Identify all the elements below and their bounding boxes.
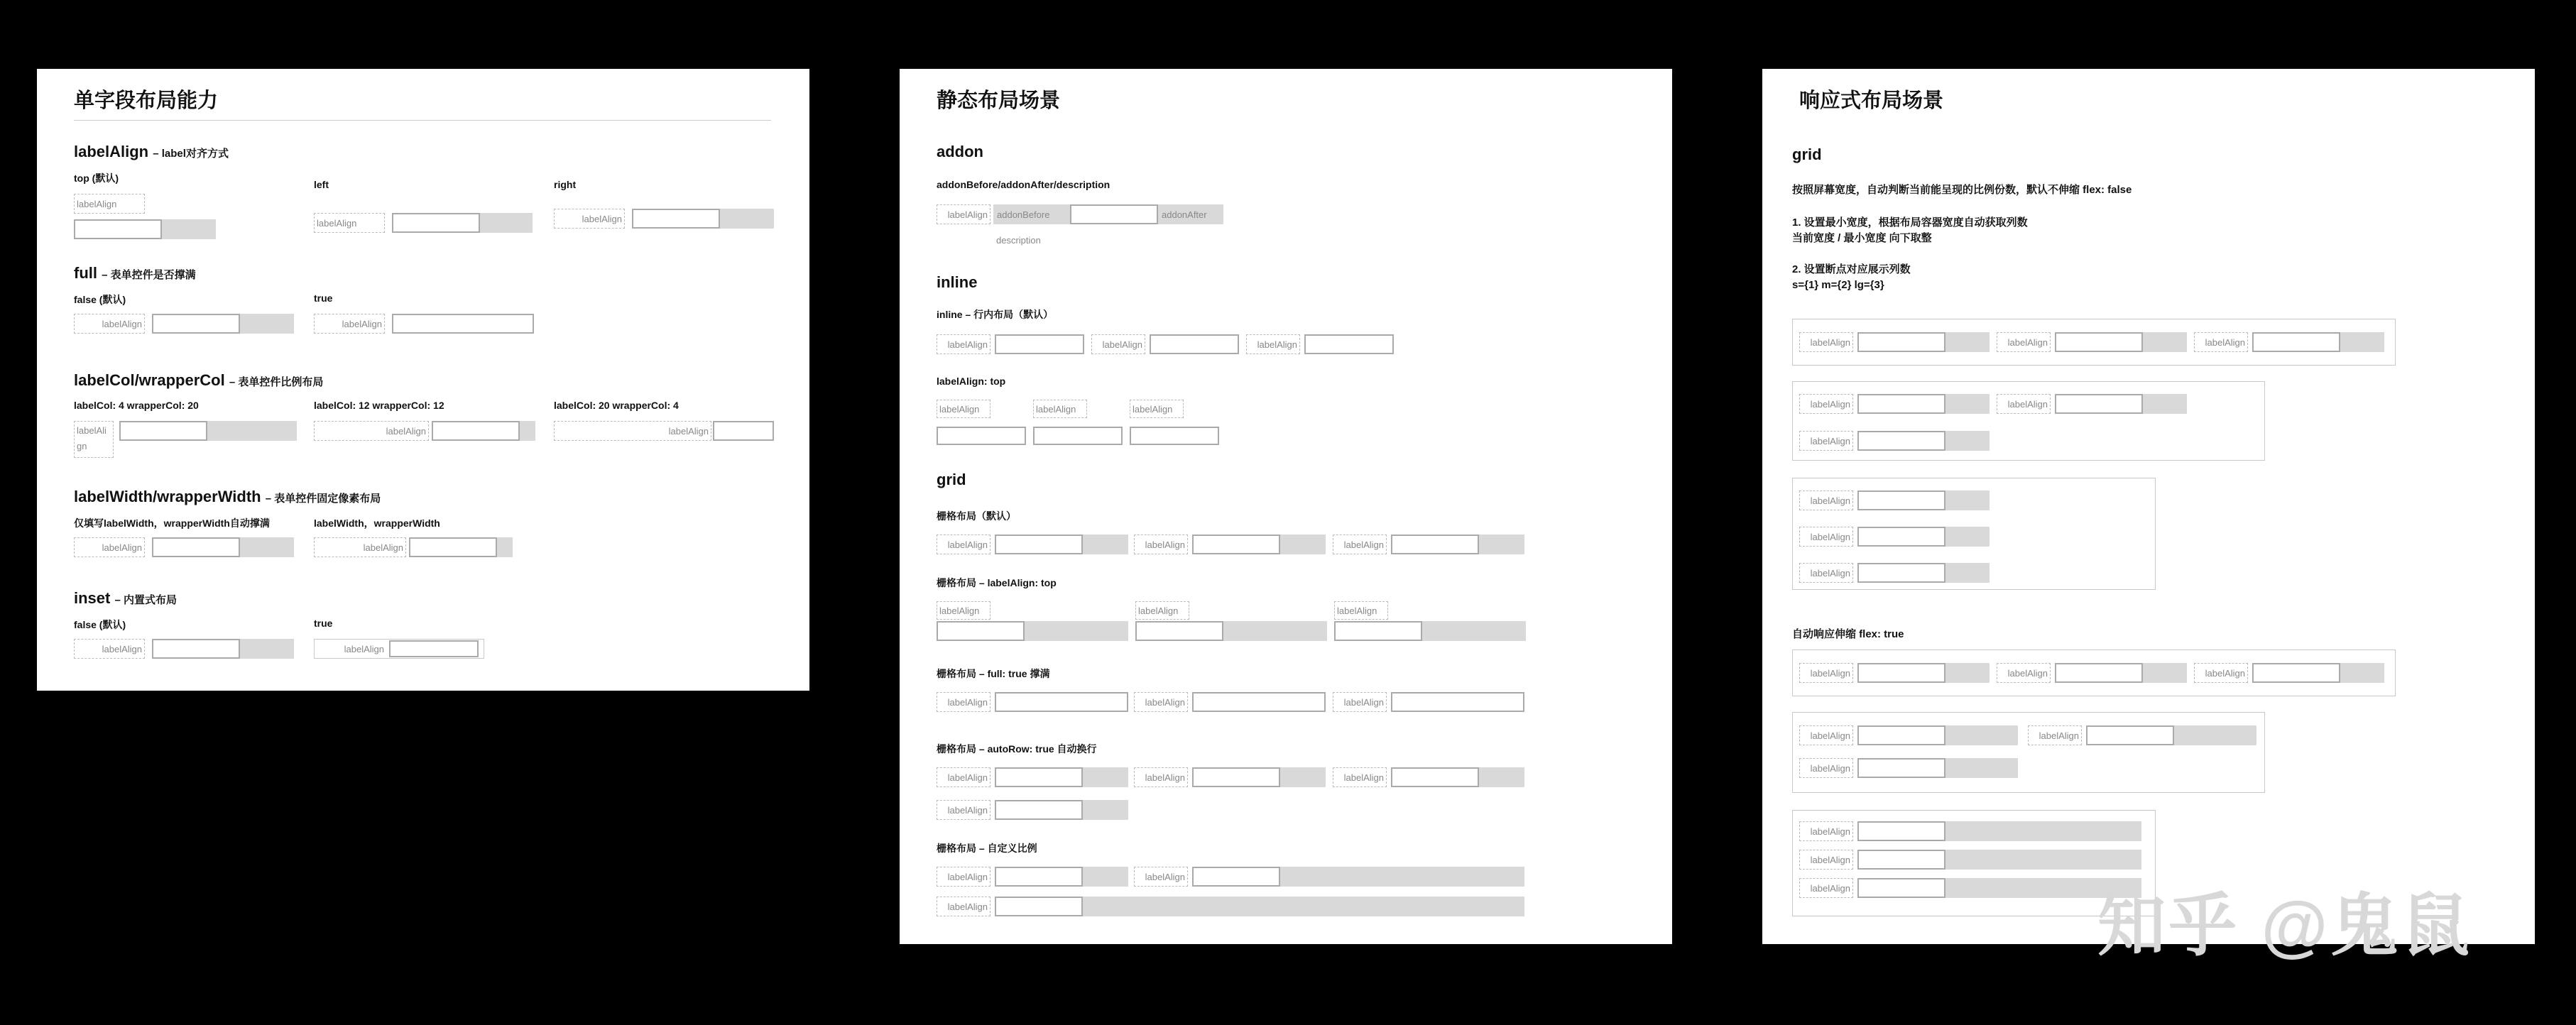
addon-before: addonBefore [993,204,1070,224]
form-control[interactable] [152,314,294,334]
form-label: labelAlign [1799,725,1853,745]
form-label: labelAlign [1333,535,1387,554]
form-label: labelAlign [2194,663,2248,683]
form-control[interactable] [392,314,534,334]
form-label: labelAlign [937,334,990,354]
sub-label-col-1: labelCol: 4 wrapperCol: 20 [74,400,199,411]
sub-label-inline-top: labelAlign: top [937,376,1006,387]
form-control[interactable] [995,867,1128,887]
form-control[interactable] [713,421,774,441]
form-control[interactable] [1857,527,1990,547]
grid-description-1: 按照屏幕宽度，自动判断当前能呈现的比例份数，默认不伸缩 flex: false [1792,184,2132,196]
form-label: labelAlign [1033,400,1087,418]
panel-single-field [37,69,809,691]
grid-description-3: 当前宽度 / 最小宽度 向下取整 [1792,232,1932,244]
form-control[interactable] [1135,621,1327,641]
form-control[interactable] [2252,663,2384,683]
form-control[interactable] [1192,867,1524,887]
form-control[interactable] [995,800,1128,820]
form-control[interactable] [1150,334,1239,354]
form-control[interactable] [1391,692,1524,712]
form-control[interactable] [1334,621,1526,641]
form-control[interactable] [119,421,297,441]
form-label: labelAlign [1799,394,1853,414]
form-label: labelAlign [1334,601,1388,620]
form-label: labelAlign [937,692,990,712]
form-control[interactable] [1857,821,2141,841]
form-control[interactable] [1857,431,1990,451]
section-heading: labelAlign – label对齐方式 [74,143,229,160]
grid-description-2: 1. 设置最小宽度，根据布局容器宽度自动获取列数 [1792,216,2028,229]
form-label: labelAlign [2194,332,2248,352]
form-control[interactable] [995,692,1128,712]
form-control[interactable] [1857,725,2018,745]
form-control[interactable] [2252,332,2384,352]
grid-description-5: s={1} m={2} lg={3} [1792,279,1884,291]
sub-label-right: right [554,179,577,190]
form-label: labelAlign [1997,332,2051,352]
form-label: labelAlign [554,209,625,229]
form-control[interactable] [1304,334,1394,354]
sub-label-col-3: labelCol: 20 wrapperCol: 4 [554,400,679,411]
form-control[interactable] [2055,332,2187,352]
flex-heading: 自动响应伸缩 flex: true [1792,628,1904,640]
form-control[interactable] [2055,663,2187,683]
sub-label-addon: addonBefore/addonAfter/description [937,179,1110,190]
panel-static [900,69,1672,944]
form-label: labelAlign [1799,563,1853,583]
form-control[interactable] [389,640,479,657]
form-control[interactable] [392,213,533,233]
form-control[interactable] [995,767,1128,787]
flex-container-2col [1792,712,2265,793]
form-label: labelAlign [74,537,145,557]
section-heading: inset – 内置式布局 [74,589,177,607]
form-label: labelAlign [1799,878,1853,898]
form-label: labelAlign [315,640,386,657]
title-divider [74,120,771,121]
form-control[interactable] [995,897,1524,916]
form-label: labelAlign [74,314,145,334]
form-label: labelAlign [1134,767,1188,787]
form-control[interactable] [995,334,1084,354]
form-control[interactable] [1391,767,1524,787]
form-control[interactable] [1192,767,1326,787]
grid-description-4: 2. 设置断点对应展示列数 [1792,263,1911,275]
form-control[interactable] [995,535,1128,554]
form-label: labelAlign [937,800,990,820]
form-label: labelAlign [1997,394,2051,414]
panel-title: 单字段布局能力 [74,89,219,112]
form-label: labelAlign [314,537,406,557]
form-label: labelAlign [1134,867,1188,887]
form-control[interactable] [2055,394,2187,414]
form-label: labelAlign [937,601,990,620]
form-label-wrapped: labelAlign [74,421,114,458]
panel-responsive [1762,69,2535,944]
sub-label-left: left [314,179,329,190]
form-control[interactable] [937,621,1128,641]
form-label: labelAlign [1091,334,1145,354]
form-label: labelAlign [74,194,145,214]
form-control[interactable] [1192,535,1326,554]
sub-label-true: true [314,292,333,304]
form-label: labelAlign [554,421,711,441]
form-control[interactable] [1391,535,1524,554]
form-control[interactable] [1130,427,1219,445]
form-control[interactable] [1033,427,1123,445]
sub-label-grid-top: 栅格布局 – labelAlign: top [937,577,1057,588]
sub-label-false: false (默认) [74,619,126,630]
form-control[interactable] [1857,850,2141,870]
sub-label-grid-autorow: 栅格布局 – autoRow: true 自动换行 [937,743,1097,755]
form-control[interactable] [1857,490,1990,510]
form-label: labelAlign [937,767,990,787]
addon-input[interactable] [1070,204,1158,224]
sub-label-width-2: labelWidth，wrapperWidth [314,517,440,529]
sub-label-top: top (默认) [74,172,119,184]
sub-label-grid-custom: 栅格布局 – 自定义比例 [937,843,1037,854]
form-label: labelAlign [1130,400,1184,418]
watermark: 知乎 @鬼鼠 [2097,888,2473,964]
form-label: labelAlign [937,400,990,418]
form-label: labelAlign [1799,490,1853,510]
form-control[interactable] [152,537,294,557]
form-label: labelAlign [1997,663,2051,683]
form-label: labelAlign [314,421,429,441]
form-label: labelAlign [314,314,385,334]
form-control[interactable] [1857,394,1990,414]
form-label: labelAlign [1799,758,1853,778]
form-control[interactable] [937,427,1026,445]
section-heading: grid [1792,146,1822,163]
section-heading: labelWidth/wrapperWidth – 表单控件固定像素布局 [74,488,381,505]
form-control[interactable] [1857,563,1990,583]
form-label: labelAlign [1799,527,1853,547]
form-label: labelAlign [1799,821,1853,841]
form-label: labelAlign [1134,692,1188,712]
section-heading: inline [937,273,978,291]
form-label: labelAlign [1799,663,1853,683]
description-text: description [996,235,1041,246]
sub-label-col-2: labelCol: 12 wrapperCol: 12 [314,400,444,411]
form-control[interactable] [432,421,535,441]
form-label: labelAlign [1135,601,1189,620]
addon-after: addonAfter [1158,204,1223,224]
section-heading: grid [937,471,966,488]
form-control[interactable] [1192,692,1326,712]
form-label: labelAlign [937,204,990,224]
form-label: labelAlign [1246,334,1300,354]
form-control[interactable] [1857,332,1990,352]
form-control[interactable] [409,537,513,557]
sub-label-width-1: 仅填写labelWidth，wrapperWidth自动撑满 [74,517,270,529]
form-control[interactable] [74,219,216,239]
sub-label-grid-full: 栅格布局 – full: true 撑满 [937,668,1050,679]
form-label: labelAlign [314,213,385,233]
panel-title: 静态布局场景 [937,89,1061,112]
form-label: labelAlign [937,535,990,554]
form-label: labelAlign [2028,725,2082,745]
section-heading: addon [937,143,983,160]
section-heading: full – 表单控件是否撑满 [74,264,196,282]
sub-label-grid-default: 栅格布局（默认） [937,510,1016,522]
form-control[interactable] [632,209,774,229]
panel-title: 响应式布局场景 [1799,89,1944,112]
form-label: labelAlign [74,639,145,659]
sub-label-false: false (默认) [74,294,126,305]
form-label: labelAlign [1799,431,1853,451]
form-control[interactable] [1857,663,1990,683]
form-label: labelAlign [1134,535,1188,554]
form-control[interactable] [1857,758,2018,778]
form-label: labelAlign [1333,692,1387,712]
form-label: labelAlign [1799,332,1853,352]
sub-label-true: true [314,618,333,629]
form-label: labelAlign [1333,767,1387,787]
form-control[interactable] [2086,725,2256,745]
sub-label-inline: inline – 行内布局（默认） [937,309,1054,320]
form-control[interactable] [152,639,294,659]
form-label: labelAlign [1799,850,1853,870]
section-heading: labelCol/wrapperCol – 表单控件比例布局 [74,371,324,389]
form-label: labelAlign [937,867,990,887]
form-label: labelAlign [937,897,990,916]
